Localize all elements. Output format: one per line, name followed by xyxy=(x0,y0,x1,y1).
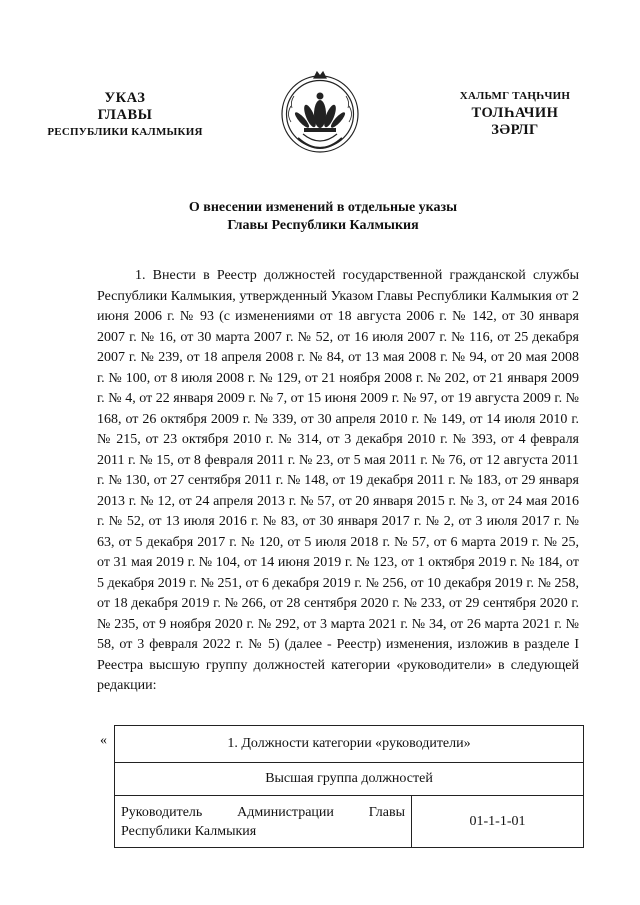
title-line-1: О внесении изменений в отдельные указы xyxy=(188,200,458,215)
kalmyk-republic-label: ХАЛЬМГ ТАҢҺЧИН xyxy=(459,90,571,102)
position-code-cell: 01-1-1-01 xyxy=(412,796,584,848)
register-table xyxy=(114,725,584,848)
document-title xyxy=(100,199,546,235)
group-header-cell: Высшая группа должностей xyxy=(115,763,584,796)
header-right xyxy=(430,88,600,139)
group-header-row xyxy=(115,763,584,796)
kalmyk-head-label: ТОЛҺАЧИН xyxy=(471,105,559,121)
head-label: ГЛАВЫ xyxy=(97,107,153,123)
republic-label: РЕСПУБЛИКИ КАЛМЫКИЯ xyxy=(47,126,203,138)
position-name-cell: Руководитель Администрации Главы Республики Калмыкия xyxy=(115,796,412,848)
section-header-row xyxy=(115,726,584,763)
section-header-cell: 1. Должности категории «руководители» xyxy=(115,726,584,763)
opening-quote: « xyxy=(100,733,107,748)
paragraph-1: 1. Внести в Реестр должностей государственной гражданской службы Республики Калмыкия, утвержденный Указом Главы Республики Калмыкия от 2 июня 2006 г. № 93 (с изменениями от 18 августа 2006 г. № 142, от 30 января 2007 г. № 16, от 30 марта 2007 г. № 52, от 16 июля 2007 г. № 116, от 25 декабря 2007 г. № 239, от 18 апреля 2008 г. № 84, от 13 мая 2008 г. № 94, от 20 мая 2008 г. № 100, от 8 июля 2008 г. № 129, от 21 ноября 2008 г. № 202, от 21 января 2009 г. № 4, от 22 января 2009 г. № 7, от 15 июня 2009 г. № 97, от 19 августа 2009 г. № 168, от 26 октября 2009 г. № 339, от 30 апреля 2010 г. № 149, от 14 июля 2010 г. № 215, от 23 октября 2010 г. № 314, от 3 декабря 2010 г. № 393, от 4 февраля 2011 г. № 15, от 8 февраля 2011 г. № 23, от 5 мая 2011 г. № 76, от 12 августа 2011 г. № 130, от 27 сентября 2011 г. № 148, от 19 декабря 2011 г. № 183, от 29 января 2013 г. № 12, от 24 апреля 2013 г. № 57, от 20 января 2015 г. № 3, от 24 мая 2016 г. № 52, от 13 июля 2016 г. № 83, от 30 января 2017 г. № 2, от 3 июля 2017 г. № 63, от 5 декабря 2017 г. № 120, от 5 июля 2018 г. № 57, от 6 марта 2019 г. № 25, от 31 мая 2019 г. № 104, от 14 июня 2019 г. № 123, от 1 октября 2019 г. № 184, от 5 декабря 2019 г. № 251, от 6 декабря 2019 г. № 256, от 10 декабря 2019 г. № 258, от 18 декабря 2019 г. № 266, от 28 сентября 2020 г. № 233, от 29 сентября 2020 г. № 235, от 9 ноября 2020 г. № 292, от 3 марта 2021 г. № 34, от 26 марта 2021 г. № 58, от 3 февраля 2022 г. № 5) (далее - Реестр) изменения, изложив в разделе I Реестра высшую группу должностей категории «руководители» в следующей редакции: xyxy=(97,268,579,693)
title-line-2: Главы Республики Калмыкия xyxy=(227,218,419,233)
kalmykia-coat-of-arms-icon xyxy=(274,66,366,158)
decree-label: УКАЗ xyxy=(104,90,146,106)
kalmyk-decree-label: ЗӘРЛГ xyxy=(491,122,539,138)
header-left xyxy=(40,90,210,141)
table-row xyxy=(115,796,584,848)
